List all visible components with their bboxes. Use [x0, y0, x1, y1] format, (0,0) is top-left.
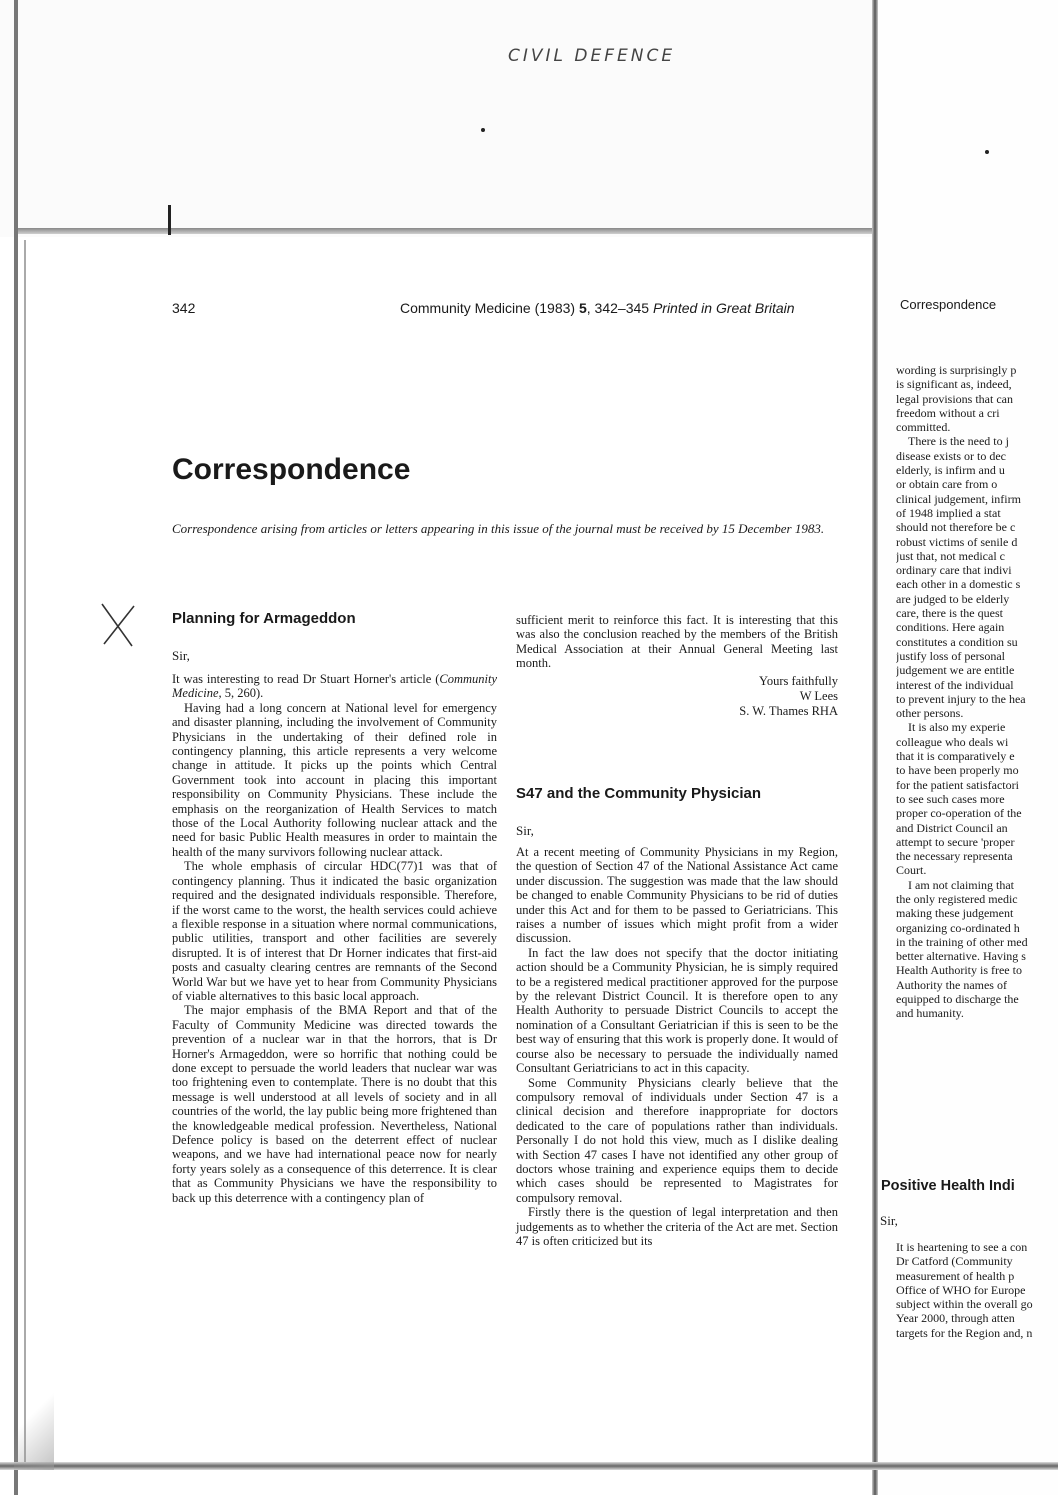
page-fold-line	[18, 228, 878, 234]
text-line: wording is surprisingly p	[896, 363, 1017, 377]
text-line: other persons.	[896, 706, 964, 721]
text-line: constitutes a condition su	[896, 634, 1018, 649]
text-line: I am not claiming that	[908, 877, 1014, 892]
paragraph: sufficient merit to reinforce this fact. It is interesting that this was also the conclusion reached by the members of the British Medical Association at their Annual General Meeting last month.	[516, 613, 838, 671]
scan-bottom-edge	[0, 1462, 1058, 1470]
scan-corner-shadow	[14, 1380, 54, 1470]
text-line: It is also my experie	[908, 720, 1006, 735]
text-line: disease exists or to dec	[896, 448, 1006, 463]
text-line: freedom without a cri	[896, 405, 1000, 420]
speck-mark	[985, 150, 989, 154]
text-line: in the training of other med	[896, 934, 1028, 949]
text-line: Dr Catford (Community	[896, 1254, 1013, 1269]
paragraph: It was interesting to read Dr Stuart Horner's article (Community Medicine, 5, 260).	[172, 672, 497, 701]
text-line: and District Council an	[896, 820, 1008, 835]
text-line: to have been properly mo	[896, 763, 1019, 778]
section-title: Correspondence	[172, 453, 411, 486]
paragraph: Some Community Physicians clearly believe that the compulsory removal of individuals under Section 47 is a clinical decision and therefore inappropriate for doctors dedicated to the care of populations rather than individuals. Personally I do not hold this view, much as I dislike dealing with Section 47 cases I have not identified any other group of doctors whose training and experience equips them to decide which cases should be represented to Magistrates for compulsory removal.	[516, 1075, 838, 1205]
speck-mark	[481, 128, 485, 132]
article1-continuation	[516, 613, 838, 671]
text-line: committed.	[896, 420, 951, 435]
text-line: organizing co-ordinated h	[896, 920, 1020, 935]
text-line: each other in a domestic s	[896, 577, 1021, 592]
scan-left-edge	[14, 0, 18, 1495]
text-line: justify loss of personal	[896, 648, 1005, 663]
text-line: Court.	[896, 863, 927, 878]
paragraph: Firstly there is the question of legal interpretation and then judgements as to whether the criteria of the Act are met. Section 47 is often criticized but its	[516, 1205, 838, 1248]
paragraph: At a recent meeting of Community Physicians in my Region, the question of Section 47 of the National Assistance Act came under discussion. The suggestion was made that the law should be changed to enable Community Physicians to be rid of duties under this Act and for them to be passed to Geriatricians. This raises a number of issues which might profit from a wider discussion.	[516, 845, 838, 946]
submission-notice: Correspondence arising from articles or letters appearing in this issue of the journal must be received by 15 December 1983.	[172, 521, 825, 536]
text-line: should not therefore be c	[896, 520, 1016, 535]
journal-citation: Community Medicine (1983) 5, 342–345 Printed in Great Britain	[400, 300, 795, 316]
signature-block	[530, 674, 838, 719]
text-line: attempt to secure 'proper	[896, 834, 1015, 849]
text-line: Authority the names of	[896, 977, 1007, 992]
text-line: robust victims of senile d	[896, 534, 1018, 549]
text-line: Health Authority is free to	[896, 963, 1022, 978]
signature: W Lees	[799, 689, 838, 703]
salutation: Sir,	[880, 1213, 898, 1228]
paragraph: The whole emphasis of circular HDC(77)1 was that of contingency planning. Thus it indicated the basic organization required and the designated individuals responsible. Therefore, if the worst came to the worst, the health services could achieve a flexible response in a situation where normal communications, public utilities, transport and other facilities are severely disrupted. It is of interest that Dr Horner indicates that first-aid posts and casualty clearing centres are remnants of the Second World War but we have yet to hear from Community Physicians of viable alternatives to this basic local approach.	[172, 859, 497, 1003]
scanned-top-margin	[0, 0, 878, 237]
handwritten-x-mark	[96, 600, 140, 650]
text-line: of 1948 implied a stat	[896, 505, 1001, 520]
paragraph: Having had a long concern at National level for emergency and disaster planning, including the involvement of Community Physicians in the undertaking of their defined role in contingency planning, this article represents a very welcome change in attitude. It picks up the points which Central Government took into account in placing this important responsibility on Community Physicians. These include the emphasis on the reorganization of Health Services to match those of the Local Authority following nuclear attack and the need for basic Public Health measures in order to maintain the health of the many survivors following nuclear attack.	[172, 700, 497, 859]
text-line: legal provisions that can	[896, 391, 1013, 406]
handwritten-note: CIVIL DEFENCE	[508, 46, 676, 66]
text-line: to see such cases more	[896, 791, 1005, 806]
text-line: clinical judgement, infirm	[896, 491, 1021, 506]
page-left-edge	[24, 240, 26, 1470]
right-page-running-head: Correspondence	[900, 297, 997, 312]
paragraph: The major emphasis of the BMA Report and that of the Faculty of Community Medicine was directed towards the prevention of a nuclear war in that the horrors, that is Dr Horner's Armageddon, were so horrific that nothing could be done except to persuade the world leaders that nuclear war was too frightening even to contemplate. There is no doubt that this message is well understood at all levels of society and in all countries of the world, the lay public being more frightened than the knowledgeable medical profession. Nevertheless, National Defence policy is based on the deterrent effect of nuclear weapons, and we have had international peace now for nearly forty years solely as a consequence of this deterrence. It is clear that as Community Physicians we have the responsibility to back up this deterrence with a contingency plan of	[172, 1003, 497, 1205]
text-line: Year 2000, through atten	[896, 1311, 1015, 1326]
text-line: subject within the overall go	[896, 1297, 1033, 1312]
text-line: judgement we are entitle	[896, 663, 1015, 678]
text-line: ordinary care that indivi	[896, 563, 1012, 578]
text-line: are judged to be elderly	[896, 591, 1010, 606]
article2-column	[516, 845, 838, 1248]
text-line: or obtain care from o	[896, 477, 998, 492]
page-number: 342	[172, 300, 196, 316]
article-title-planning: Planning for Armageddon	[172, 610, 356, 627]
text-line: is significant as, indeed,	[896, 377, 1012, 392]
text-line: It is heartening to see a con	[896, 1240, 1028, 1254]
book-gutter	[872, 0, 878, 1495]
text-line: care, there is the quest	[896, 606, 1003, 621]
salutation: Sir,	[516, 823, 534, 838]
article1-column	[172, 672, 497, 1205]
closing: Yours faithfully	[759, 674, 838, 688]
text-line: that it is comparatively e	[896, 749, 1015, 764]
salutation: Sir,	[172, 648, 190, 663]
facing-article-title: Positive Health Indi	[881, 1178, 1015, 1194]
text-line: measurement of health p	[896, 1268, 1015, 1283]
text-line: equipped to discharge the	[896, 992, 1019, 1007]
text-line: Office of WHO for Europe	[896, 1282, 1026, 1297]
paragraph: In fact the law does not specify that the doctor initiating action should be a Community Physician, he is simply required to be a registered medical practitioner approved for the purpose by the relevant District Council. It is therefore open to any Health Authority to persuade District Councils to accept the nomination of a Consultant Geriatrician if this is seen to be the best way of ensuring that this work is properly done. It would of course also be necessary to persuade the individually named Consultant Geriatricians to act in this capacity.	[516, 945, 838, 1076]
text-line: for the patient satisfactori	[896, 777, 1019, 792]
text-line: conditions. Here again	[896, 620, 1005, 635]
text-line: targets for the Region and, n	[896, 1325, 1033, 1340]
text-line: interest of the individual	[896, 677, 1014, 692]
text-line: better alternative. Having s	[896, 949, 1026, 964]
text-line: proper co-operation of the	[896, 806, 1022, 821]
text-line: colleague who deals wi	[896, 734, 1009, 749]
facing-article-column	[896, 1240, 1058, 1340]
affiliation: S. W. Thames RHA	[739, 704, 838, 718]
facing-page-column	[896, 363, 1058, 1021]
article-title-s47: S47 and the Community Physician	[516, 785, 762, 802]
text-line: elderly, is infirm and u	[896, 463, 1005, 478]
pen-tick-mark	[168, 205, 171, 235]
text-line: making these judgement	[896, 906, 1014, 921]
text-line: the only registered medic	[896, 891, 1018, 906]
text-line: just that, not medical c	[896, 548, 1005, 563]
text-line: the necessary representa	[896, 849, 1013, 864]
text-line: and humanity.	[896, 1006, 964, 1021]
text-line: There is the need to j	[908, 434, 1009, 449]
text-line: to prevent injury to the hea	[896, 691, 1026, 706]
